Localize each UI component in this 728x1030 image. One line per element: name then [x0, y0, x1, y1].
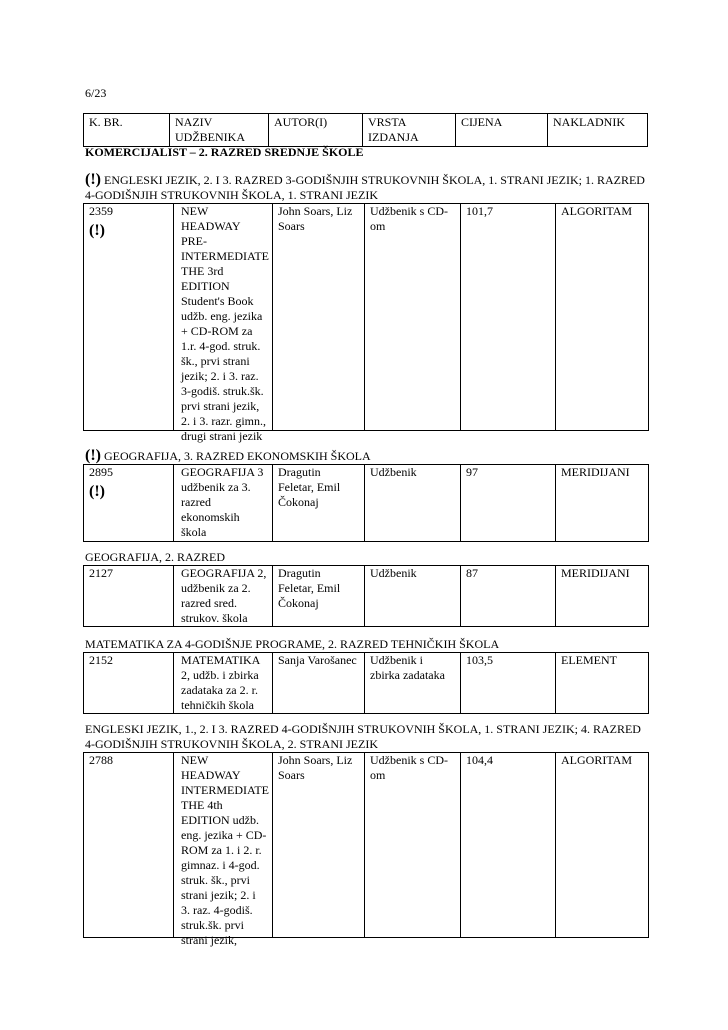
group-subtitle: GEOGRAFIJA, 2. RAZRED	[85, 550, 226, 564]
header-cijena: CIJENA	[456, 114, 548, 147]
group-subtitle: MATEMATIKA ZA 4-GODIŠNJE PROGRAME, 2. RAZRED TEHNIČKIH ŠKOLA	[85, 637, 500, 651]
table-row	[83, 565, 649, 627]
header-nakladnik: NAKLADNIK	[548, 114, 648, 147]
section-title: KOMERCIJALIST – 2. RAZRED SREDNJE ŠKOLE	[85, 145, 364, 159]
row-vrsta: Udžbenik i zbirka zadataka	[365, 653, 461, 714]
row-naziv: GEOGRAFIJA 3 udžbenik za 3. razred ekonomskih škola	[174, 465, 273, 542]
row-autor: Dragutin Feletar, Emil Čokonaj	[273, 465, 365, 542]
important-marker: (!)	[85, 447, 101, 464]
row-kbr: 2127	[84, 566, 174, 627]
row-naziv: NEW HEADWAY PRE-INTERMEDIATE THE 3rd EDITION Student's Book udžb. eng. jezika + CD-ROM za 1.r. 4-god. struk. šk., prvi strani jezik; 2. i 3. raz. 3-godiš. struk.šk. prvi strani jezik, 2. i 3. razr. gimn., drugi strani jezik	[174, 204, 273, 431]
header-naziv: NAZIV UDŽBENIKA	[170, 114, 269, 147]
row-autor: John Soars, Liz Soars	[273, 753, 365, 938]
row-nakladnik: ALGORITAM	[556, 204, 649, 431]
row-naziv: NEW HEADWAY INTERMEDIATE THE 4th EDITION udžb. eng. jezika + CD-ROM za 1. i 2. r. gimnaz. i 4-god. struk. šk., prvi strani jezik; 2. i 3. raz. 4-godiš. struk.šk. prvi strani jezik,	[174, 753, 273, 938]
row-vrsta: Udžbenik	[365, 566, 461, 627]
row-nakladnik: ALGORITAM	[556, 753, 649, 938]
book-group	[83, 448, 649, 542]
page-number: 6/23	[85, 86, 107, 100]
group-subtitle: ENGLESKI JEZIK, 1., 2. I 3. RAZRED 4-GODIŠNJIH STRUKOVNIH ŠKOLA, 1. STRANI JEZIK; 4. RAZRED 4-GODIŠNJIH STRUKOVNIH ŠKOLA, 2. STRANI JEZIK	[85, 722, 641, 751]
row-autor: Sanja Varošanec	[273, 653, 365, 714]
book-group	[83, 171, 649, 443]
header-table	[83, 113, 648, 147]
row-kbr: 2152	[84, 653, 174, 714]
important-marker: (!)	[85, 171, 101, 188]
important-marker: (!)	[89, 483, 105, 500]
row-kbr: 2359 (!)	[84, 204, 174, 431]
row-autor: John Soars, Liz Soars	[273, 204, 365, 431]
row-naziv: GEOGRAFIJA 2, udžbenik za 2. razred sred. strukov. škola	[174, 566, 273, 627]
table-row	[83, 464, 649, 542]
row-nakladnik: MERIDIJANI	[556, 566, 649, 627]
group-subtitle: (!) GEOGRAFIJA, 3. RAZRED EKONOMSKIH ŠKOLA	[85, 447, 371, 464]
table-row	[83, 203, 649, 443]
group-subtitle: (!) ENGLESKI JEZIK, 2. I 3. RAZRED 3-GODIŠNJIH STRUKOVNIH ŠKOLA, 1. STRANI JEZIK; 1. RAZRED 4-GODIŠNJIH STRUKOVNIH ŠKOLA, 1. STRANI JEZIK	[85, 171, 645, 202]
row-cijena: 87	[461, 566, 556, 627]
row-kbr: 2895 (!)	[84, 465, 174, 542]
book-group	[83, 722, 649, 947]
row-kbr: 2788	[84, 753, 174, 938]
row-autor: Dragutin Feletar, Emil Čokonaj	[273, 566, 365, 627]
important-marker: (!)	[89, 222, 105, 239]
row-cijena: 101,7	[461, 204, 556, 431]
row-vrsta: Udžbenik s CD-om	[365, 753, 461, 938]
row-vrsta: Udžbenik s CD-om	[365, 204, 461, 431]
table-row	[83, 752, 649, 947]
table-row	[83, 652, 649, 714]
row-naziv: MATEMATIKA 2, udžb. i zbirka zadataka za 2. r. tehničkih škola	[174, 653, 273, 714]
row-nakladnik: ELEMENT	[556, 653, 649, 714]
row-cijena: 97	[461, 465, 556, 542]
row-cijena: 103,5	[461, 653, 556, 714]
book-group	[83, 637, 649, 714]
header-vrsta: VRSTA IZDANJA	[363, 114, 456, 147]
row-nakladnik: MERIDIJANI	[556, 465, 649, 542]
row-cijena: 104,4	[461, 753, 556, 938]
book-group	[83, 550, 649, 627]
row-vrsta: Udžbenik	[365, 465, 461, 542]
header-kbr: K. BR.	[84, 114, 170, 147]
header-autor: AUTOR(I)	[269, 114, 363, 147]
